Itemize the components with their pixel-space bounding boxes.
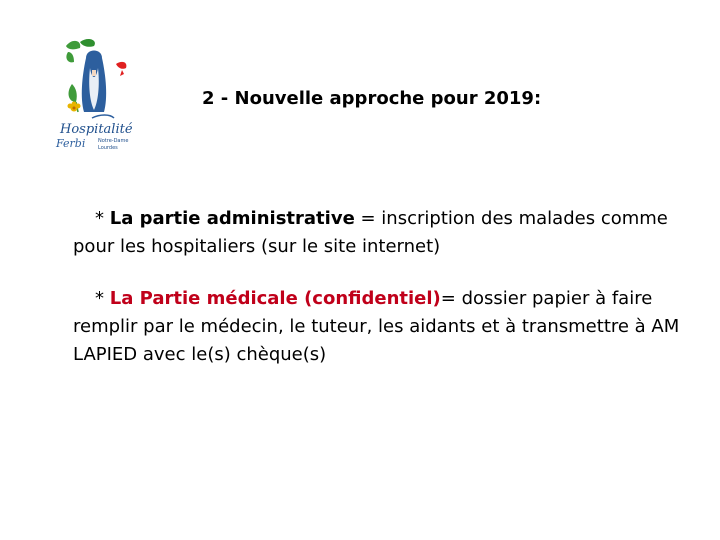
logo-sub-text: Ferbi [56,137,86,150]
item-medicale [73,285,693,369]
item-administrative [73,205,693,261]
logo-small-text-2: Lourdes [98,145,118,151]
item-administrative-label: La partie administrative [109,208,355,229]
bullet-2: * [95,288,104,309]
logo-small-text-1: Notre-Dame [98,138,129,144]
item-medicale-label: La Partie médicale (confidentiel) [109,288,441,309]
bullet-1: * [95,208,104,229]
item-administrative-text: = inscription des malades comme pour les hospitaliers (sur le site internet) [73,208,668,257]
logo-brand-text: Hospitalité [60,122,133,137]
hospitalite-logo [52,36,144,154]
item-medicale-text: = dossier papier à faire remplir par le médecin, le tuteur, les aidants et à transmettre à AM LAPIED avec le(s) chèque(s) [73,288,680,365]
slide-heading: 2 - Nouvelle approche pour 2019: [202,88,542,109]
